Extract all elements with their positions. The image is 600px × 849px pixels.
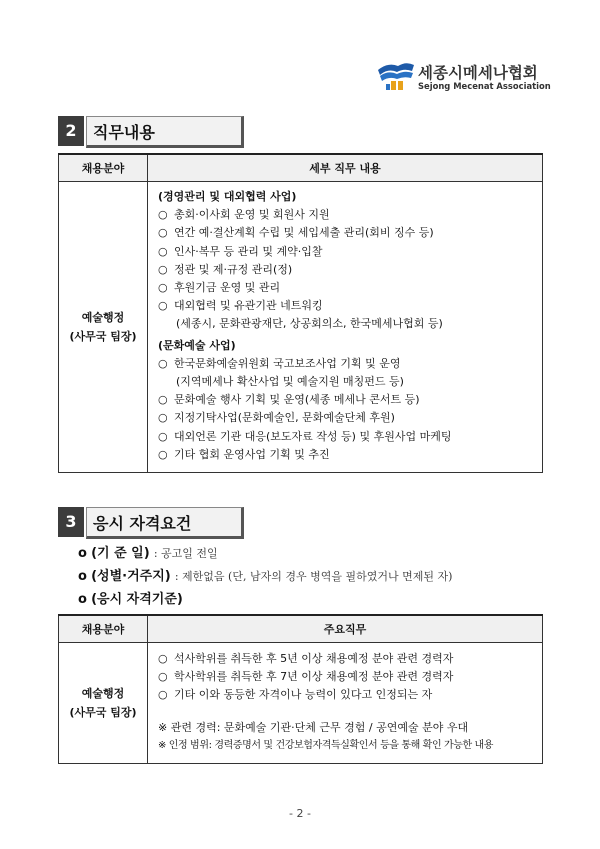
section-3-title: 응시 자격요건 <box>93 514 192 533</box>
note-recognition-scope: ※ 인정 범위: 경력증명서 및 건강보험자격득실확인서 등을 통해 확인 가능한 내용 <box>158 739 494 751</box>
section-2-heading <box>58 116 242 146</box>
criteria-qualification: o (응시 자격기준) <box>78 592 183 607</box>
note-related-experience: ※ 관련 경력: 문화예술 기관·단체 근무 경험 / 공연예술 분야 우대 <box>158 720 469 734</box>
section-3-number: 3 <box>58 507 84 537</box>
job-duties-header-details: 세부 직무 내용 <box>148 154 543 182</box>
list-item: ○ 한국문화예술위원회 국고보조사업 기획 및 운영 <box>158 356 401 370</box>
group-management-title: (경영관리 및 대외협력 사업) <box>158 190 297 203</box>
list-item-continuation: (지역메세나 확산사업 및 예술지원 매칭펀드 등) <box>176 375 404 389</box>
list-item: ○ 기타 협회 운영사업 기획 및 추진 <box>158 447 330 461</box>
section-2-title: 직무내용 <box>93 123 155 142</box>
criteria-gender-residence: o (성별·거주지) : 제한없음 (단, 남자의 경우 병역을 필하였거나 면제된 자) <box>78 569 453 584</box>
list-item: ○ 지정기탁사업(문화예술인, 문화예술단체 후원) <box>158 411 395 425</box>
qualification-table <box>58 614 543 764</box>
list-item: ○ 석사학위를 취득한 후 5년 이상 채용예정 분야 관련 경력자 <box>158 652 454 665</box>
category-name: 예술행정 <box>81 311 125 324</box>
list-item: ○ 연간 예·결산계획 수립 및 세입세출 관리(회비 징수 등) <box>158 226 434 240</box>
list-item: ○ 정관 및 제·규정 관리(정) <box>158 262 293 276</box>
section-3-title-box <box>86 507 244 539</box>
category-position: (사무국 팀장) <box>69 330 137 343</box>
section-2-number: 2 <box>58 116 84 146</box>
group-arts-title: (문화예술 사업) <box>158 338 236 352</box>
list-item: ○ 총회·이사회 운영 및 회원사 지원 <box>158 208 330 222</box>
logo-korean-name: 세종시메세나협회 <box>418 64 538 82</box>
criteria-base-date: o (기 준 일) : 공고일 전일 <box>78 546 218 561</box>
category-position: (사무국 팀장) <box>69 706 137 719</box>
job-duties-header-field: 채용분야 <box>59 154 148 182</box>
list-item: ○ 인사·복무 등 관리 및 계약·입찰 <box>158 244 323 258</box>
list-item: ○ 학사학위를 취득한 후 7년 이상 채용예정 분야 관련 경력자 <box>158 670 454 684</box>
list-item: ○ 기타 이와 동등한 자격이나 능력이 있다고 인정되는 자 <box>158 688 433 702</box>
list-item: ○ 후원기금 운영 및 관리 <box>158 281 281 295</box>
page-number: - 2 - <box>289 807 311 820</box>
job-duties-category <box>59 182 148 473</box>
list-item: ○ 문화예술 행사 기획 및 운영(세종 메세나 콘서트 등) <box>158 393 420 407</box>
category-name: 예술행정 <box>81 687 125 700</box>
section-3-heading <box>58 507 242 537</box>
list-item: ○ 대외협력 및 유관기관 네트워킹 <box>158 299 323 313</box>
logo-mark-icon <box>376 60 416 94</box>
qualification-header-field: 채용분야 <box>59 615 148 643</box>
qualification-details <box>148 643 543 764</box>
qualification-category <box>59 643 148 764</box>
qualification-header-duties: 주요직무 <box>148 615 543 643</box>
list-item: ○ 대외언론 기관 대응(보도자료 작성 등) 및 후원사업 마케팅 <box>158 429 452 443</box>
logo-english-name: Sejong Mecenat Association <box>418 81 551 91</box>
section-2-title-box <box>86 116 244 148</box>
job-duties-table <box>58 153 543 473</box>
list-item-continuation: (세종시, 문화관광재단, 상공회의소, 한국메세나협회 등) <box>176 317 443 331</box>
job-duties-details <box>148 182 543 473</box>
association-logo <box>376 60 551 94</box>
